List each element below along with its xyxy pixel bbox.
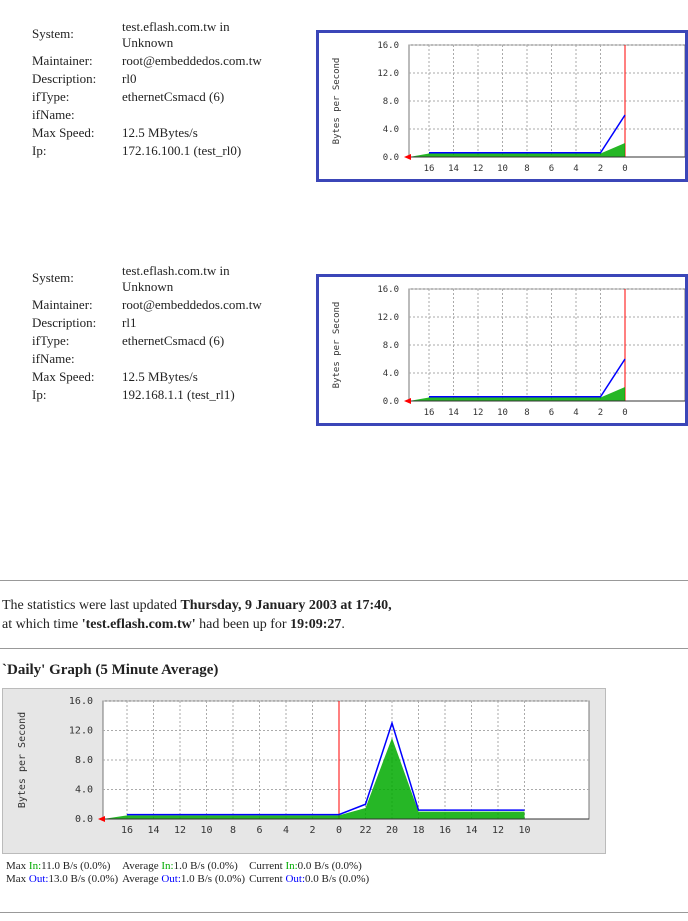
legend-out-avg: 1.0 B/s (0.0%) (180, 873, 246, 885)
x-tick-label: 2 (597, 408, 604, 418)
y-tick-label: 12.0 (68, 725, 93, 737)
x-tick-label: 10 (518, 825, 531, 836)
system-label: System: (32, 26, 74, 41)
max-speed-value: 12.5 MBytes/s (122, 125, 198, 140)
x-tick-label: 16 (438, 825, 452, 836)
x-tick-label: 14 (147, 825, 160, 836)
x-tick-label: 10 (497, 408, 508, 418)
legend-out-label: Out: (161, 873, 181, 885)
x-tick-label: 2 (309, 825, 316, 836)
ifname-value (120, 106, 314, 124)
y-tick-label: 8.0 (74, 755, 93, 766)
host-name: 'test.eflash.com.tw' (81, 617, 196, 632)
description-value: rl1 (122, 315, 137, 330)
y-tick-label: 8.0 (382, 97, 399, 107)
x-tick-label: 0 (622, 164, 628, 174)
x-tick-label: 10 (497, 164, 508, 174)
axis-origin-marker (404, 154, 411, 160)
x-tick-label: 6 (548, 164, 555, 174)
system-label: System: (32, 270, 74, 285)
legend-max-label: Max (6, 873, 27, 885)
legend-out-cur: 0.0 B/s (0.0%) (305, 873, 370, 885)
legend-current-label: Current (249, 860, 283, 872)
x-tick-label: 20 (385, 825, 399, 836)
x-tick-label: 6 (548, 408, 555, 418)
stats-prefix-2: at which time (2, 617, 79, 632)
system-value: test.eflash.com.tw in (122, 19, 230, 34)
y-tick-label: 16.0 (377, 41, 399, 51)
legend-out-label: Out: (28, 873, 49, 885)
interface-graph-link-rl1[interactable] (316, 274, 688, 426)
description-value: rl0 (122, 71, 137, 86)
ip-value: 172.16.100.1 (test_rl0) (122, 143, 242, 158)
x-tick-label: 0 (335, 825, 343, 836)
stats-prefix: The statistics were last updated (2, 598, 177, 613)
ifname-label: ifName: (32, 107, 75, 122)
x-tick-label: 14 (448, 408, 459, 418)
daily-graph-legend (4, 860, 371, 886)
stats-period: . (341, 617, 345, 632)
legend-in-cur: 0.0 B/s (0.0%) (297, 860, 362, 872)
x-tick-label: 8 (229, 825, 237, 836)
legend-in-label: In: (161, 860, 174, 872)
y-tick-label: 0.0 (74, 814, 93, 825)
stats-comma: , (388, 598, 392, 613)
traffic-graph-rl0 (319, 33, 685, 179)
x-tick-label: 14 (465, 825, 478, 836)
maintainer-value: root@embeddedos.com.tw (122, 53, 262, 68)
ifname-label: ifName: (32, 351, 75, 366)
iftype-label: ifType: (32, 89, 70, 104)
x-tick-label: 16 (423, 164, 435, 174)
system-value-line2: Unknown (122, 279, 174, 294)
x-tick-label: 14 (448, 164, 459, 174)
system-value: test.eflash.com.tw in (122, 263, 230, 278)
y-tick-label: 8.0 (382, 341, 399, 351)
axis-origin-marker (404, 398, 411, 404)
x-tick-label: 4 (573, 408, 579, 418)
x-tick-label: 12 (491, 825, 505, 836)
y-axis-label: Bytes per Second (17, 711, 28, 809)
legend-in-max: 11.0 B/s (0.0%) (41, 860, 111, 872)
y-tick-label: 16.0 (377, 285, 399, 295)
x-tick-label: 6 (256, 825, 263, 836)
x-tick-label: 4 (573, 164, 579, 174)
maintainer-value: root@embeddedos.com.tw (122, 297, 262, 312)
daily-graph-panel (2, 688, 606, 854)
daily-traffic-graph (3, 689, 605, 853)
x-tick-label: 16 (120, 825, 134, 836)
y-tick-label: 12.0 (377, 313, 399, 323)
daily-graph-title: `Daily' Graph (5 Minute Average) (2, 662, 219, 678)
y-tick-label: 0.0 (382, 397, 399, 407)
legend-in-label: In: (285, 860, 298, 872)
ip-label: Ip: (32, 143, 47, 158)
y-tick-label: 4.0 (382, 369, 399, 379)
y-axis-label: Bytes per Second (332, 57, 342, 145)
legend-current-label: Current (249, 873, 283, 885)
x-tick-label: 8 (524, 408, 530, 418)
legend-average-label: Average (122, 873, 159, 885)
legend-out-label: Out: (285, 873, 305, 885)
divider (0, 912, 688, 913)
x-tick-label: 2 (597, 164, 604, 174)
interface-info-table (30, 262, 314, 404)
legend-max-label: Max (6, 860, 27, 872)
interface-block-rl0 (0, 18, 688, 208)
legend-in-avg: 1.0 B/s (0.0%) (173, 860, 238, 872)
iftype-value: ethernetCsmacd (6) (122, 333, 225, 348)
x-tick-label: 12 (173, 825, 187, 836)
axis-origin-marker (98, 816, 105, 822)
x-tick-label: 4 (282, 825, 290, 836)
x-tick-label: 12 (472, 408, 484, 418)
max-speed-label: Max Speed: (32, 125, 95, 140)
last-updated-text (2, 596, 682, 634)
traffic-graph-rl1 (319, 277, 685, 423)
max-speed-label: Max Speed: (32, 369, 95, 384)
x-tick-label: 0 (622, 408, 628, 418)
x-tick-label: 18 (412, 825, 425, 836)
maintainer-label: Maintainer: (32, 53, 93, 68)
x-tick-label: 16 (423, 408, 435, 418)
interface-block-rl1 (0, 262, 688, 452)
stats-mid: had been up for (199, 617, 287, 632)
divider (0, 580, 688, 581)
updated-datetime: Thursday, 9 January 2003 at 17:40 (180, 598, 389, 613)
ip-value: 192.168.1.1 (test_rl1) (122, 387, 235, 402)
y-tick-label: 4.0 (382, 125, 399, 135)
y-tick-label: 16.0 (68, 696, 93, 707)
y-axis-label: Bytes per Second (332, 301, 342, 389)
y-tick-label: 4.0 (74, 784, 93, 796)
divider (0, 648, 688, 649)
y-tick-label: 0.0 (382, 153, 399, 163)
x-tick-label: 10 (200, 825, 213, 836)
uptime-value: 19:09:27 (290, 617, 342, 632)
ip-label: Ip: (32, 387, 47, 402)
legend-in-label: In: (28, 860, 42, 872)
legend-average-label: Average (122, 860, 159, 872)
max-speed-value: 12.5 MBytes/s (122, 369, 198, 384)
y-tick-label: 12.0 (377, 69, 399, 79)
iftype-value: ethernetCsmacd (6) (122, 89, 225, 104)
interface-graph-link-rl0[interactable] (316, 30, 688, 182)
description-label: Description: (32, 71, 97, 86)
legend-out-max: 13.0 B/s (0.0%) (48, 873, 119, 885)
interface-info-table (30, 18, 314, 160)
x-tick-label: 22 (359, 825, 372, 836)
system-value-line2: Unknown (122, 35, 174, 50)
description-label: Description: (32, 315, 97, 330)
maintainer-label: Maintainer: (32, 297, 93, 312)
x-tick-label: 8 (524, 164, 530, 174)
iftype-label: ifType: (32, 333, 70, 348)
ifname-value (120, 350, 314, 368)
x-tick-label: 12 (472, 164, 484, 174)
